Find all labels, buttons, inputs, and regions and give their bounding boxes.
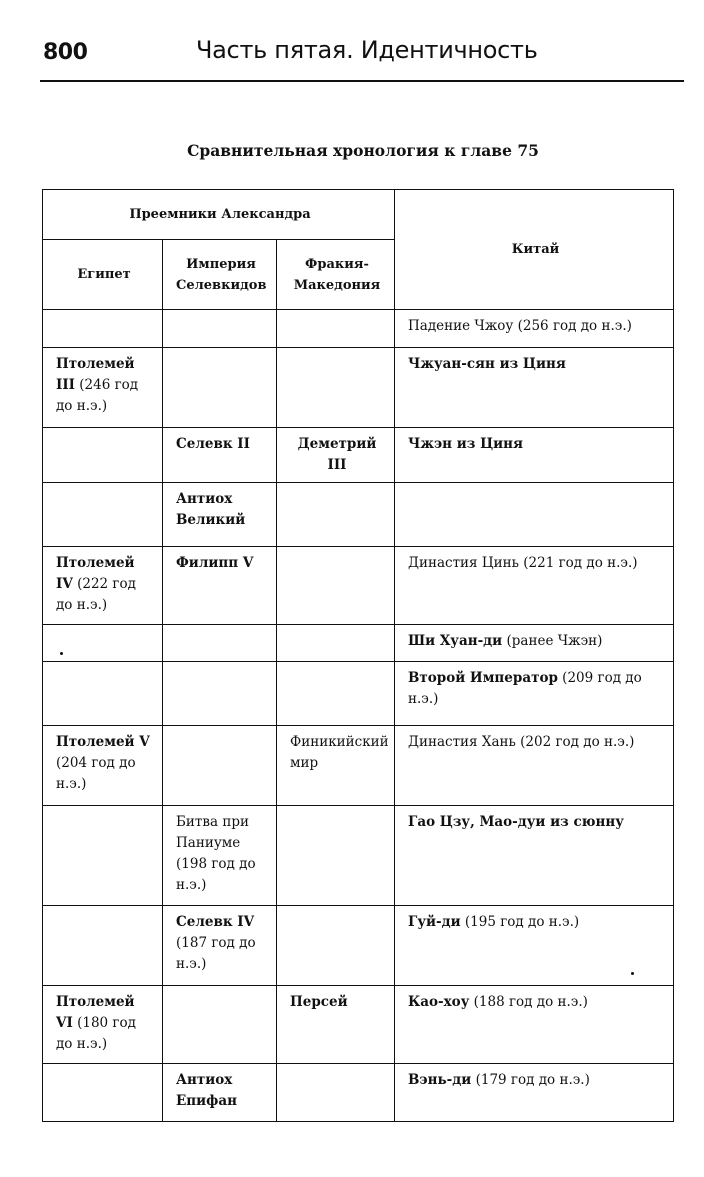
thrace-cell <box>277 906 395 986</box>
cell-text: (188 год до н.э.) <box>469 994 588 1010</box>
seleucid-cell <box>163 906 277 986</box>
section-title: Сравнительная хронология к главе 75 <box>187 141 539 160</box>
bold-term: Чжуан-сян из Циня <box>408 356 566 372</box>
table-row <box>43 348 674 428</box>
egypt-cell <box>43 310 163 348</box>
table-row <box>43 625 674 662</box>
page-number: 800 <box>43 40 88 65</box>
thrace-cell <box>277 662 395 726</box>
bold-term: Селевк IV <box>176 914 255 930</box>
thrace-cell <box>277 547 395 625</box>
seleucid-header: Империя Селевкидов <box>163 240 277 310</box>
bold-term: Гуй-ди <box>408 914 461 930</box>
cell-text: (ранее Чжэн) <box>502 633 603 649</box>
bold-term: Чжэн из Циня <box>408 436 524 452</box>
china-cell <box>395 726 674 806</box>
table-row <box>43 1064 674 1122</box>
thrace-header: Фракия-Македония <box>277 240 395 310</box>
china-cell <box>395 625 674 662</box>
cell-text: (195 год до н.э.) <box>460 914 580 930</box>
running-head: Часть пятая. Идентичность <box>196 36 538 64</box>
successors-header: Преемники Александра <box>43 190 395 240</box>
cell-text: Битва при Паниуме (198 год до н.э.) <box>176 814 256 893</box>
bold-term: Персей <box>290 994 348 1010</box>
china-cell <box>395 1064 674 1122</box>
thrace-cell <box>277 726 395 806</box>
egypt-cell <box>43 726 163 806</box>
stray-dot <box>60 652 63 655</box>
egypt-cell <box>43 483 163 547</box>
bold-term: Гао Цзу, Мао-дуи из сюнну <box>408 814 624 830</box>
thrace-cell <box>277 483 395 547</box>
header-rule <box>40 80 684 82</box>
table-row <box>43 726 674 806</box>
seleucid-cell <box>163 625 277 662</box>
china-cell <box>395 428 674 483</box>
egypt-cell <box>43 428 163 483</box>
table-row <box>43 806 674 906</box>
thrace-cell <box>277 428 395 483</box>
cell-text: (187 год до н.э.) <box>176 935 256 972</box>
bold-term: Птолемей VI <box>56 994 135 1031</box>
table-row <box>43 547 674 625</box>
seleucid-cell <box>163 483 277 547</box>
bold-term: Антиох Епифан <box>176 1072 237 1109</box>
egypt-cell <box>43 1064 163 1122</box>
cell-text: (222 год до н.э.) <box>56 576 136 613</box>
thrace-cell <box>277 625 395 662</box>
egypt-cell <box>43 906 163 986</box>
table-row <box>43 986 674 1064</box>
cell-text: (246 год до н.э.) <box>56 377 139 414</box>
bold-term: Као-хоу <box>408 994 470 1010</box>
china-cell <box>395 986 674 1064</box>
bold-term: Вэнь-ди <box>408 1072 472 1088</box>
table-row <box>43 428 674 483</box>
bold-term: Ши Хуан-ди <box>408 633 503 649</box>
table-row <box>43 662 674 726</box>
seleucid-cell <box>163 1064 277 1122</box>
bold-term: Селевк II <box>176 436 250 452</box>
thrace-cell <box>277 348 395 428</box>
cell-text: (209 год до н.э.) <box>408 670 642 707</box>
cell-text: (204 год до н.э.) <box>56 755 136 792</box>
egypt-cell <box>43 662 163 726</box>
table-row <box>43 310 674 348</box>
seleucid-cell <box>163 348 277 428</box>
cell-text: Финикийский мир <box>290 734 389 771</box>
china-cell <box>395 348 674 428</box>
thrace-cell <box>277 1064 395 1122</box>
cell-text: Династия Хань (202 год до н.э.) <box>408 734 635 750</box>
cell-text: (180 год до н.э.) <box>56 1015 136 1052</box>
seleucid-cell <box>163 806 277 906</box>
table-row <box>43 906 674 986</box>
china-cell <box>395 806 674 906</box>
china-cell <box>395 483 674 547</box>
seleucid-cell <box>163 428 277 483</box>
egypt-cell <box>43 547 163 625</box>
thrace-cell <box>277 806 395 906</box>
seleucid-cell <box>163 662 277 726</box>
bold-term: Деметрий III <box>297 436 377 473</box>
bold-term: Птолемей V <box>56 734 150 750</box>
egypt-cell <box>43 806 163 906</box>
egypt-cell <box>43 986 163 1064</box>
china-header: Китай <box>395 190 674 310</box>
table-row <box>43 483 674 547</box>
bold-term: Второй Император <box>408 670 558 686</box>
cell-text: (179 год до н.э.) <box>471 1072 590 1088</box>
seleucid-cell <box>163 547 277 625</box>
thrace-cell <box>277 310 395 348</box>
seleucid-cell <box>163 986 277 1064</box>
cell-text: Падение Чжоу (256 год до н.э.) <box>408 318 632 334</box>
china-cell <box>395 547 674 625</box>
egypt-cell <box>43 348 163 428</box>
bold-term: Птолемей IV <box>56 555 135 592</box>
thrace-cell <box>277 986 395 1064</box>
bold-term: Филипп V <box>176 555 254 571</box>
cell-text: Династия Цинь (221 год до н.э.) <box>408 555 638 571</box>
chronology-table <box>42 189 674 1122</box>
stray-dot <box>631 972 634 975</box>
seleucid-cell <box>163 726 277 806</box>
table-header-row <box>43 190 674 240</box>
seleucid-cell <box>163 310 277 348</box>
egypt-cell <box>43 625 163 662</box>
bold-term: Птолемей III <box>56 356 135 393</box>
bold-term: Антиох Великий <box>176 491 246 528</box>
egypt-header: Египет <box>43 240 163 310</box>
china-cell <box>395 662 674 726</box>
china-cell <box>395 310 674 348</box>
